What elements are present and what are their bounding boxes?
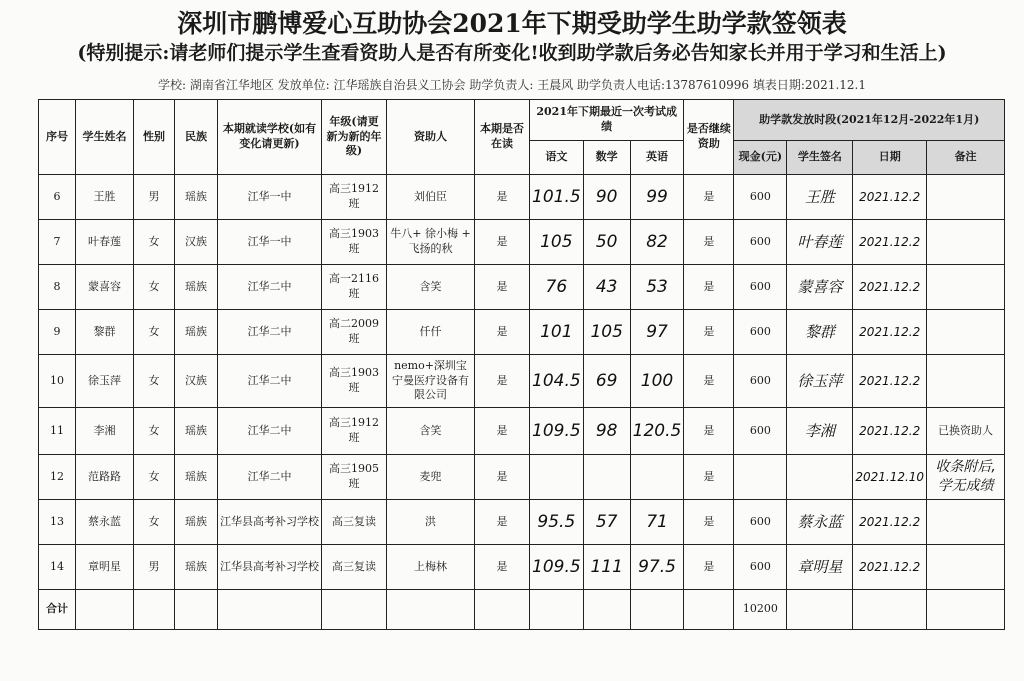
cell-continue: 是 bbox=[684, 408, 734, 455]
cell-school: 江华二中 bbox=[218, 408, 322, 455]
cell-gender: 女 bbox=[134, 408, 175, 455]
cell-math: 105 bbox=[583, 310, 630, 355]
header-date: 日期 bbox=[853, 141, 927, 175]
sign-table bbox=[38, 99, 1005, 630]
table-row bbox=[39, 545, 1005, 590]
cell-math: 57 bbox=[583, 500, 630, 545]
cell-no: 10 bbox=[39, 355, 76, 408]
cell-chinese: 109.5 bbox=[530, 408, 584, 455]
cell-continue: 是 bbox=[684, 265, 734, 310]
cell-cash: 600 bbox=[734, 220, 787, 265]
cell-date: 2021.12.2 bbox=[853, 355, 927, 408]
table-row bbox=[39, 265, 1005, 310]
cell-remark: 已换资助人 bbox=[927, 408, 1005, 455]
cell-school: 江华县高考补习学校 bbox=[218, 545, 322, 590]
header-cash: 现金(元) bbox=[734, 141, 787, 175]
cell-name: 章明星 bbox=[76, 545, 134, 590]
cell-no: 11 bbox=[39, 408, 76, 455]
cell-ethnic: 瑶族 bbox=[175, 408, 218, 455]
cell-math: 98 bbox=[583, 408, 630, 455]
cell-sponsor: 仟仟 bbox=[387, 310, 475, 355]
cell-cash bbox=[734, 455, 787, 500]
cell-enrolled: 是 bbox=[475, 355, 530, 408]
cell-remark bbox=[927, 355, 1005, 408]
page-title: 深圳市鹏博爱心互助协会2021年下期受助学生助学款签领表 bbox=[177, 9, 847, 38]
cell-signature: 叶春莲 bbox=[787, 220, 853, 265]
header-no: 序号 bbox=[39, 100, 76, 175]
cell-signature: 李湘 bbox=[787, 408, 853, 455]
cell-no: 14 bbox=[39, 545, 76, 590]
cell-enrolled: 是 bbox=[475, 500, 530, 545]
cell-sponsor: 牛八+ 徐小梅 + 飞扬的秋 bbox=[387, 220, 475, 265]
cell-english: 71 bbox=[630, 500, 684, 545]
cell-remark bbox=[927, 310, 1005, 355]
cell-chinese: 95.5 bbox=[530, 500, 584, 545]
cell-name: 范路路 bbox=[76, 455, 134, 500]
cell-ethnic: 瑶族 bbox=[175, 545, 218, 590]
cell-ethnic: 瑶族 bbox=[175, 265, 218, 310]
header-period: 助学款发放时段(2021年12月-2022年1月) bbox=[734, 100, 1005, 141]
cell-date: 2021.12.2 bbox=[853, 545, 927, 590]
header-school: 本期就读学校(如有变化请更新) bbox=[218, 100, 322, 175]
cell-gender: 女 bbox=[134, 500, 175, 545]
cell-continue: 是 bbox=[684, 175, 734, 220]
cell-chinese: 109.5 bbox=[530, 545, 584, 590]
cell-signature: 蔡永蓝 bbox=[787, 500, 853, 545]
cell-gender: 男 bbox=[134, 175, 175, 220]
cell-enrolled: 是 bbox=[475, 175, 530, 220]
cell-sponsor: nemo+深圳宝宁曼医疗设备有限公司 bbox=[387, 355, 475, 408]
header-enrolled: 本期是否在读 bbox=[475, 100, 530, 175]
cell-english: 82 bbox=[630, 220, 684, 265]
header-name: 学生姓名 bbox=[76, 100, 134, 175]
cell-enrolled: 是 bbox=[475, 455, 530, 500]
cell-gender: 女 bbox=[134, 455, 175, 500]
cell-continue: 是 bbox=[684, 500, 734, 545]
cell-remark bbox=[927, 545, 1005, 590]
total-row bbox=[39, 590, 1005, 630]
cell-chinese: 101 bbox=[530, 310, 584, 355]
cell-ethnic: 瑶族 bbox=[175, 500, 218, 545]
cell-continue: 是 bbox=[684, 355, 734, 408]
cell-ethnic: 瑶族 bbox=[175, 455, 218, 500]
table-row bbox=[39, 500, 1005, 545]
cell-gender: 女 bbox=[134, 310, 175, 355]
cell-english bbox=[630, 455, 684, 500]
cell-math bbox=[583, 455, 630, 500]
header-ethnic: 民族 bbox=[175, 100, 218, 175]
cell-continue: 是 bbox=[684, 310, 734, 355]
cell-date: 2021.12.10 bbox=[853, 455, 927, 500]
table-row bbox=[39, 175, 1005, 220]
cell-enrolled: 是 bbox=[475, 265, 530, 310]
cell-sponsor: 含笑 bbox=[387, 408, 475, 455]
cell-grade: 高三1912班 bbox=[322, 408, 387, 455]
cell-english: 120.5 bbox=[630, 408, 684, 455]
cell-no: 13 bbox=[39, 500, 76, 545]
cell-date: 2021.12.2 bbox=[853, 175, 927, 220]
cell-signature: 黎群 bbox=[787, 310, 853, 355]
cell-no: 12 bbox=[39, 455, 76, 500]
cell-grade: 高三1912班 bbox=[322, 175, 387, 220]
cell-remark bbox=[927, 220, 1005, 265]
cell-signature bbox=[787, 455, 853, 500]
cell-enrolled: 是 bbox=[475, 408, 530, 455]
header-gender: 性别 bbox=[134, 100, 175, 175]
cell-cash: 600 bbox=[734, 500, 787, 545]
cell-cash: 600 bbox=[734, 310, 787, 355]
cell-sponsor: 麦兜 bbox=[387, 455, 475, 500]
cell-name: 王胜 bbox=[76, 175, 134, 220]
cell-ethnic: 瑶族 bbox=[175, 310, 218, 355]
cell-sponsor: 洪 bbox=[387, 500, 475, 545]
cell-grade: 高二2009班 bbox=[322, 310, 387, 355]
cell-sponsor: 刘伯臣 bbox=[387, 175, 475, 220]
cell-cash: 600 bbox=[734, 545, 787, 590]
cell-grade: 高三1905班 bbox=[322, 455, 387, 500]
header-signature: 学生签名 bbox=[787, 141, 853, 175]
cell-chinese: 101.5 bbox=[530, 175, 584, 220]
cell-math: 69 bbox=[583, 355, 630, 408]
cell-school: 江华二中 bbox=[218, 265, 322, 310]
table-row bbox=[39, 455, 1005, 500]
cell-math: 43 bbox=[583, 265, 630, 310]
header-continue: 是否继续资助 bbox=[684, 100, 734, 175]
cell-continue: 是 bbox=[684, 545, 734, 590]
cell-ethnic: 汉族 bbox=[175, 355, 218, 408]
cell-english: 53 bbox=[630, 265, 684, 310]
table-row bbox=[39, 355, 1005, 408]
cell-english: 97 bbox=[630, 310, 684, 355]
cell-school: 江华一中 bbox=[218, 220, 322, 265]
cell-ethnic: 瑶族 bbox=[175, 175, 218, 220]
cell-school: 江华二中 bbox=[218, 355, 322, 408]
cell-english: 97.5 bbox=[630, 545, 684, 590]
cell-grade: 高三1903班 bbox=[322, 355, 387, 408]
cell-math: 90 bbox=[583, 175, 630, 220]
cell-name: 黎群 bbox=[76, 310, 134, 355]
cell-remark bbox=[927, 500, 1005, 545]
cell-name: 蒙喜容 bbox=[76, 265, 134, 310]
cell-math: 111 bbox=[583, 545, 630, 590]
table-row bbox=[39, 408, 1005, 455]
cell-grade: 高三1903班 bbox=[322, 220, 387, 265]
cell-chinese: 76 bbox=[530, 265, 584, 310]
cell-remark bbox=[927, 175, 1005, 220]
header-chinese: 语文 bbox=[530, 141, 584, 175]
cell-enrolled: 是 bbox=[475, 220, 530, 265]
cell-date: 2021.12.2 bbox=[853, 265, 927, 310]
cell-remark: 收条附后,学无成绩 bbox=[927, 455, 1005, 500]
cell-grade: 高三复读 bbox=[322, 500, 387, 545]
cell-name: 叶春莲 bbox=[76, 220, 134, 265]
header-scores: 2021年下期最近一次考试成绩 bbox=[530, 100, 684, 141]
cell-enrolled: 是 bbox=[475, 545, 530, 590]
cell-signature: 王胜 bbox=[787, 175, 853, 220]
cell-date: 2021.12.2 bbox=[853, 220, 927, 265]
cell-date: 2021.12.2 bbox=[853, 500, 927, 545]
cell-date: 2021.12.2 bbox=[853, 408, 927, 455]
cell-gender: 女 bbox=[134, 265, 175, 310]
cell-sponsor: 上梅林 bbox=[387, 545, 475, 590]
header-grade: 年级(请更新为新的年级) bbox=[322, 100, 387, 175]
cell-no: 7 bbox=[39, 220, 76, 265]
cell-school: 江华县高考补习学校 bbox=[218, 500, 322, 545]
cell-no: 9 bbox=[39, 310, 76, 355]
cell-ethnic: 汉族 bbox=[175, 220, 218, 265]
cell-cash: 600 bbox=[734, 355, 787, 408]
cell-date: 2021.12.2 bbox=[853, 310, 927, 355]
cell-continue: 是 bbox=[684, 455, 734, 500]
cell-signature: 章明星 bbox=[787, 545, 853, 590]
table-row bbox=[39, 310, 1005, 355]
cell-chinese: 104.5 bbox=[530, 355, 584, 408]
cell-no: 6 bbox=[39, 175, 76, 220]
cell-no: 8 bbox=[39, 265, 76, 310]
cell-english: 100 bbox=[630, 355, 684, 408]
cell-sponsor: 含笑 bbox=[387, 265, 475, 310]
total-label: 合计 bbox=[39, 590, 76, 630]
cell-name: 蔡永蓝 bbox=[76, 500, 134, 545]
cell-school: 江华二中 bbox=[218, 455, 322, 500]
cell-gender: 女 bbox=[134, 220, 175, 265]
cell-chinese bbox=[530, 455, 584, 500]
header-sponsor: 资助人 bbox=[387, 100, 475, 175]
header-math: 数学 bbox=[583, 141, 630, 175]
cell-school: 江华二中 bbox=[218, 310, 322, 355]
table-row bbox=[39, 220, 1005, 265]
total-cash: 10200 bbox=[734, 590, 787, 630]
cell-name: 李湘 bbox=[76, 408, 134, 455]
cell-signature: 蒙喜容 bbox=[787, 265, 853, 310]
cell-name: 徐玉萍 bbox=[76, 355, 134, 408]
header-remark: 备注 bbox=[927, 141, 1005, 175]
cell-grade: 高三复读 bbox=[322, 545, 387, 590]
cell-continue: 是 bbox=[684, 220, 734, 265]
cell-math: 50 bbox=[583, 220, 630, 265]
cell-gender: 男 bbox=[134, 545, 175, 590]
cell-cash: 600 bbox=[734, 265, 787, 310]
header-english: 英语 bbox=[630, 141, 684, 175]
cell-enrolled: 是 bbox=[475, 310, 530, 355]
cell-grade: 高一2116班 bbox=[322, 265, 387, 310]
cell-school: 江华一中 bbox=[218, 175, 322, 220]
cell-gender: 女 bbox=[134, 355, 175, 408]
cell-cash: 600 bbox=[734, 408, 787, 455]
cell-english: 99 bbox=[630, 175, 684, 220]
cell-signature: 徐玉萍 bbox=[787, 355, 853, 408]
notice: (特别提示:请老师们提示学生查看资助人是否有所变化!收到助学款后务必告知家长并用于学习和生活上) bbox=[77, 42, 947, 64]
cell-cash: 600 bbox=[734, 175, 787, 220]
form-meta: 学校: 湖南省江华地区 发放单位: 江华瑶族自治县义工协会 助学负责人: 王晨风 助学负责人电话:13787610996 填表日期:2021.12.1 bbox=[158, 78, 866, 92]
cell-chinese: 105 bbox=[530, 220, 584, 265]
cell-remark bbox=[927, 265, 1005, 310]
